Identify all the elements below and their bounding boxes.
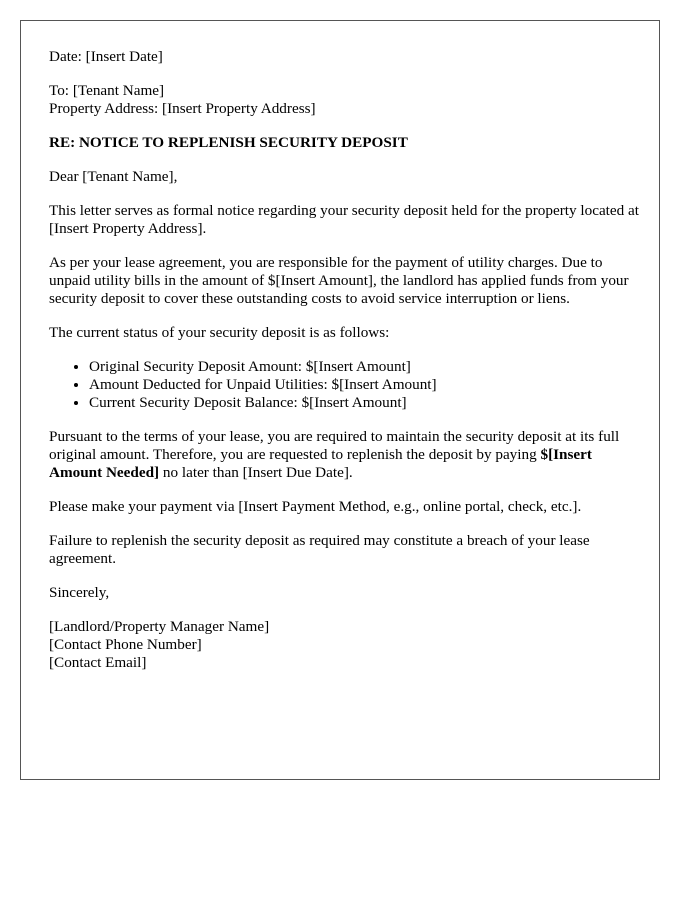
intro-paragraph: This letter serves as formal notice regarding your security deposit held for the property located at [Insert Property Address].: [49, 202, 639, 237]
signature-phone: [Contact Phone Number]: [49, 636, 202, 653]
letter-body: [49, 48, 641, 688]
deposit-status-list: [49, 358, 641, 412]
status-intro: The current status of your security deposit is as follows:: [49, 324, 390, 341]
subject-line: RE: NOTICE TO REPLENISH SECURITY DEPOSIT: [49, 134, 408, 151]
amount-needed: $[Insert Amount Needed]: [49, 446, 592, 481]
utilities-paragraph: As per your lease agreement, you are responsible for the payment of utility charges. Due to unpaid utility bills in the amount of $[Insert Amount], the landlord has applied funds from your security deposit to cover these outstanding costs to avoid service interruption or liens.: [49, 254, 629, 307]
closing: Sincerely,: [49, 584, 110, 601]
requirement-text-start: Pursuant to the terms of your lease, you are required to maintain the security deposit at its full original amount. Therefore, you are requested to replenish the deposit by paying: [49, 428, 620, 463]
failure-paragraph: Failure to replenish the security deposit as required may constitute a breach of your lease agreement.: [49, 532, 590, 567]
signature-name: [Landlord/Property Manager Name]: [49, 618, 270, 635]
requirement-paragraph: [49, 428, 641, 482]
signature-email: [Contact Email]: [49, 654, 147, 671]
signature-block: [49, 618, 641, 672]
recipient-name: To: [Tenant Name]: [49, 82, 165, 99]
requirement-text-end: no later than [Insert Due Date].: [159, 464, 353, 481]
list-item-deducted-amount: • Amount Deducted for Unpaid Utilities: $[Insert Amount]: [89, 376, 641, 394]
payment-paragraph: Please make your payment via [Insert Payment Method, e.g., online portal, check, etc.].: [49, 498, 582, 515]
property-address: Property Address: [Insert Property Address]: [49, 100, 316, 117]
recipient-block: [49, 82, 641, 118]
list-item-original-amount: • Original Security Deposit Amount: $[Insert Amount]: [89, 358, 641, 376]
salutation: Dear [Tenant Name],: [49, 168, 178, 185]
letter-page: [20, 20, 660, 780]
date-line: Date: [Insert Date]: [49, 48, 163, 65]
list-item-current-balance: • Current Security Deposit Balance: $[Insert Amount]: [89, 394, 641, 412]
